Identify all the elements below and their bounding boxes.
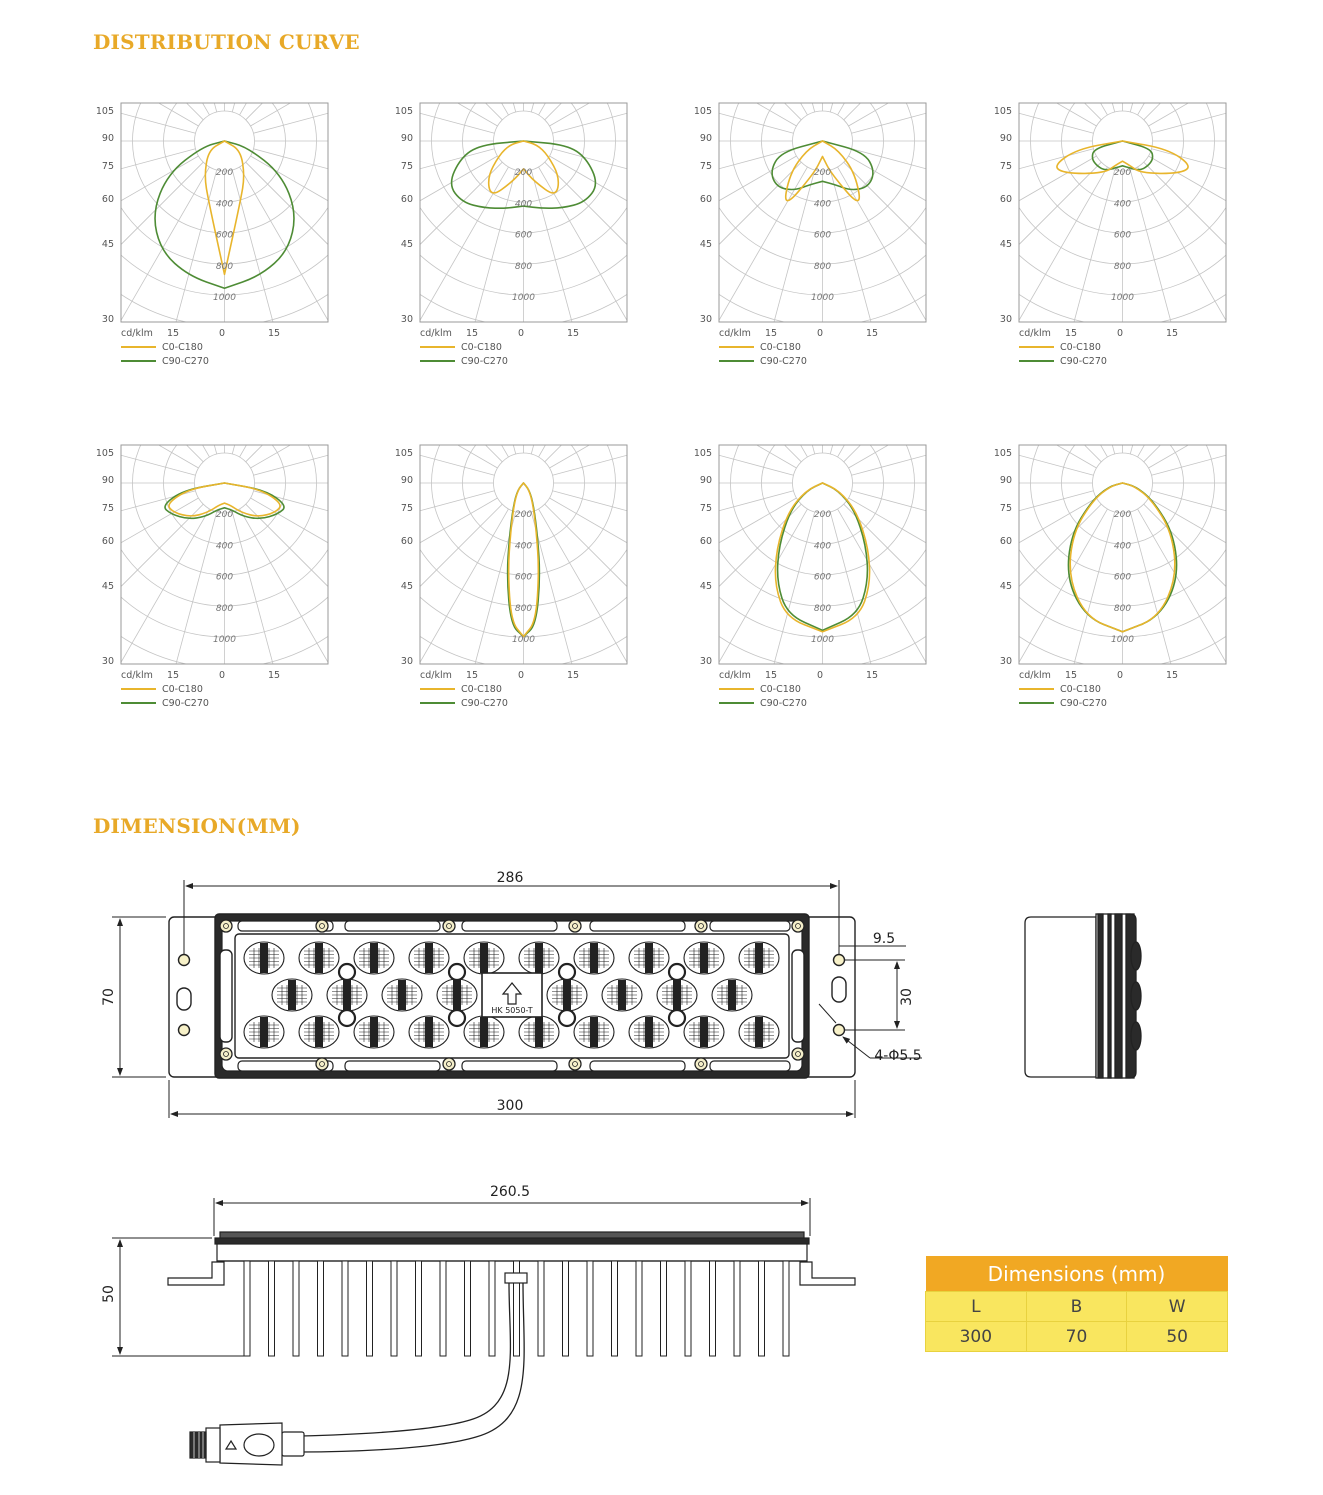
small-lens bbox=[559, 964, 575, 980]
dim-total-length: 300 bbox=[496, 1098, 524, 1114]
dimension-drawings bbox=[0, 840, 1323, 1495]
legend-label: C90-C270 bbox=[1060, 698, 1107, 709]
fin bbox=[489, 1261, 495, 1356]
screw bbox=[792, 920, 804, 932]
angle-label: 105 bbox=[993, 448, 1012, 459]
fin bbox=[734, 1261, 740, 1356]
edge-strip bbox=[590, 1061, 685, 1071]
dimensions-table-title: Dimensions (mm) bbox=[926, 1256, 1228, 1292]
angle-label: 105 bbox=[993, 106, 1012, 117]
dim-top-length: 286 bbox=[496, 870, 524, 886]
screw bbox=[316, 920, 328, 932]
radial-label: 400 bbox=[215, 199, 234, 210]
angle-label: 75 bbox=[400, 161, 413, 172]
legend-label: C0-C180 bbox=[1060, 684, 1101, 695]
small-lens bbox=[669, 1010, 685, 1026]
bottom-angle-label: 15 bbox=[1165, 670, 1179, 681]
radial-label: 800 bbox=[813, 261, 832, 272]
radial-label: 600 bbox=[813, 230, 832, 241]
angle-label: 60 bbox=[400, 536, 413, 547]
bottom-angle-label: 0 bbox=[1116, 670, 1124, 681]
legend-label: C0-C180 bbox=[1060, 342, 1101, 353]
radial-label: 600 bbox=[813, 572, 832, 583]
led-lens bbox=[574, 942, 614, 974]
bottom-angle-label: 15 bbox=[465, 328, 479, 339]
radial-label: 600 bbox=[514, 572, 533, 583]
angle-label: 45 bbox=[101, 239, 114, 250]
dim-side-height: 50 bbox=[101, 1285, 117, 1303]
dim-hole-offset: 9.5 bbox=[872, 931, 896, 947]
unit-label: cd/klm bbox=[1019, 670, 1051, 681]
angle-label: 45 bbox=[699, 239, 712, 250]
bottom-angle-label: 0 bbox=[517, 328, 525, 339]
angle-label: 90 bbox=[101, 133, 114, 144]
polar-chart-5 bbox=[0, 83, 625, 760]
angle-label: 75 bbox=[400, 503, 413, 514]
dimensions-table bbox=[925, 1256, 1228, 1352]
radial-label: 400 bbox=[813, 541, 832, 552]
bottom-angle-label: 0 bbox=[1116, 328, 1124, 339]
fin bbox=[318, 1261, 324, 1356]
screw bbox=[695, 920, 707, 932]
radial-label: 400 bbox=[1113, 199, 1132, 210]
angle-label: 75 bbox=[101, 503, 114, 514]
screw bbox=[220, 920, 232, 932]
radial-label: 600 bbox=[1113, 572, 1132, 583]
radial-label: 800 bbox=[215, 261, 234, 272]
screw bbox=[316, 1058, 328, 1070]
angle-label: 45 bbox=[999, 581, 1012, 592]
radial-label: 800 bbox=[1113, 261, 1132, 272]
radial-label: 1000 bbox=[1111, 293, 1134, 304]
small-lens bbox=[339, 964, 355, 980]
angle-label: 30 bbox=[101, 656, 114, 667]
angle-label: 105 bbox=[693, 448, 712, 459]
board-marking bbox=[482, 973, 542, 1017]
bottom-angle-label: 15 bbox=[764, 670, 778, 681]
small-lens bbox=[449, 1010, 465, 1026]
bottom-angle-label: 0 bbox=[218, 670, 226, 681]
led-lens bbox=[354, 942, 394, 974]
angle-label: 60 bbox=[101, 536, 114, 547]
bottom-angle-label: 15 bbox=[1064, 670, 1078, 681]
fin bbox=[342, 1261, 348, 1356]
angle-label: 90 bbox=[400, 475, 413, 486]
angle-label: 45 bbox=[400, 581, 413, 592]
led-lens bbox=[629, 1016, 669, 1048]
radial-label: 600 bbox=[514, 230, 533, 241]
angle-label: 75 bbox=[999, 503, 1012, 514]
screw bbox=[569, 1058, 581, 1070]
bottom-angle-label: 0 bbox=[816, 328, 824, 339]
fin bbox=[269, 1261, 275, 1356]
fin bbox=[244, 1261, 250, 1356]
dimensions-value-w: 50 bbox=[1127, 1322, 1228, 1352]
radial-label: 600 bbox=[1113, 230, 1132, 241]
side-strip-right bbox=[792, 950, 804, 1042]
led-lens bbox=[739, 1016, 779, 1048]
bottom-angle-label: 15 bbox=[1165, 328, 1179, 339]
fin bbox=[636, 1261, 642, 1356]
radial-label: 1000 bbox=[1111, 635, 1134, 646]
legend-label: C90-C270 bbox=[760, 698, 807, 709]
angle-label: 30 bbox=[999, 314, 1012, 325]
angle-label: 45 bbox=[999, 239, 1012, 250]
angle-label: 90 bbox=[400, 133, 413, 144]
led-lens bbox=[712, 979, 752, 1011]
radial-label: 400 bbox=[215, 541, 234, 552]
board-label: HK 5050-T bbox=[491, 1006, 533, 1015]
angle-label: 90 bbox=[699, 475, 712, 486]
radial-label: 800 bbox=[1113, 603, 1132, 614]
radial-label: 1000 bbox=[213, 635, 236, 646]
unit-label: cd/klm bbox=[420, 670, 452, 681]
radial-label: 200 bbox=[215, 168, 234, 178]
legend-label: C0-C180 bbox=[760, 684, 801, 695]
small-lens bbox=[669, 964, 685, 980]
edge-strip bbox=[345, 921, 440, 931]
angle-label: 60 bbox=[699, 194, 712, 205]
fin bbox=[710, 1261, 716, 1356]
angle-label: 30 bbox=[400, 314, 413, 325]
dimensions-header-b: B bbox=[1026, 1292, 1127, 1322]
angle-label: 105 bbox=[693, 106, 712, 117]
dimensions-header-l: L bbox=[926, 1292, 1027, 1322]
led-lens bbox=[519, 942, 559, 974]
led-lens bbox=[602, 979, 642, 1011]
fin bbox=[661, 1261, 667, 1356]
bottom-angle-label: 15 bbox=[865, 328, 879, 339]
radial-label: 1000 bbox=[512, 293, 535, 304]
edge-strip bbox=[710, 921, 790, 931]
fin bbox=[783, 1261, 789, 1356]
led-lens bbox=[272, 979, 312, 1011]
dim-side-length: 260.5 bbox=[489, 1184, 531, 1200]
led-lens bbox=[629, 942, 669, 974]
screw bbox=[220, 1048, 232, 1060]
angle-label: 90 bbox=[999, 133, 1012, 144]
angle-label: 105 bbox=[394, 448, 413, 459]
edge-strip bbox=[590, 921, 685, 931]
angle-label: 75 bbox=[699, 161, 712, 172]
unit-label: cd/klm bbox=[121, 328, 153, 339]
angle-label: 30 bbox=[400, 656, 413, 667]
led-lens bbox=[464, 942, 504, 974]
screw bbox=[443, 920, 455, 932]
legend-label: C90-C270 bbox=[162, 356, 209, 367]
angle-label: 60 bbox=[999, 194, 1012, 205]
dim-holes: 4-Φ5.5 bbox=[874, 1048, 922, 1064]
bottom-angle-label: 15 bbox=[865, 670, 879, 681]
legend-label: C0-C180 bbox=[760, 342, 801, 353]
radial-label: 800 bbox=[813, 603, 832, 614]
legend-label: C90-C270 bbox=[162, 698, 209, 709]
radial-label: 200 bbox=[514, 168, 533, 178]
fin bbox=[416, 1261, 422, 1356]
radial-label: 600 bbox=[215, 572, 234, 583]
fin bbox=[587, 1261, 593, 1356]
radial-label: 800 bbox=[514, 261, 533, 272]
edge-strip bbox=[462, 1061, 557, 1071]
distribution-curve-title: DISTRIBUTION CURVE bbox=[93, 30, 360, 54]
fin bbox=[391, 1261, 397, 1356]
angle-label: 60 bbox=[400, 194, 413, 205]
radial-label: 1000 bbox=[213, 293, 236, 304]
fin bbox=[612, 1261, 618, 1356]
angle-label: 60 bbox=[699, 536, 712, 547]
end-view bbox=[1025, 914, 1141, 1078]
polar-grid bbox=[0, 83, 625, 760]
edge-strip bbox=[710, 1061, 790, 1071]
angle-label: 45 bbox=[400, 239, 413, 250]
angle-label: 105 bbox=[95, 106, 114, 117]
angle-label: 105 bbox=[394, 106, 413, 117]
bottom-angle-label: 0 bbox=[816, 670, 824, 681]
radial-label: 400 bbox=[1113, 541, 1132, 552]
fin bbox=[465, 1261, 471, 1356]
angle-label: 75 bbox=[999, 161, 1012, 172]
led-lens bbox=[519, 1016, 559, 1048]
screw bbox=[695, 1058, 707, 1070]
led-lens bbox=[354, 1016, 394, 1048]
radial-label: 1000 bbox=[811, 293, 834, 304]
legend-label: C0-C180 bbox=[162, 342, 203, 353]
radial-label: 200 bbox=[1113, 168, 1132, 178]
radial-label: 800 bbox=[215, 603, 234, 614]
led-lens bbox=[657, 979, 697, 1011]
led-lens bbox=[299, 1016, 339, 1048]
unit-label: cd/klm bbox=[719, 670, 751, 681]
led-lens bbox=[327, 979, 367, 1011]
bottom-angle-label: 15 bbox=[166, 670, 180, 681]
legend-label: C0-C180 bbox=[461, 342, 502, 353]
angle-label: 30 bbox=[699, 314, 712, 325]
bottom-angle-label: 15 bbox=[764, 328, 778, 339]
unit-label: cd/klm bbox=[420, 328, 452, 339]
screw bbox=[443, 1058, 455, 1070]
cable-and-connector bbox=[190, 1273, 527, 1465]
angle-label: 60 bbox=[101, 194, 114, 205]
led-lens bbox=[299, 942, 339, 974]
dimensions-header-w: W bbox=[1127, 1292, 1228, 1322]
side-strip-left bbox=[220, 950, 232, 1042]
led-lens bbox=[437, 979, 477, 1011]
small-lens bbox=[449, 964, 465, 980]
bottom-angle-label: 15 bbox=[166, 328, 180, 339]
bottom-angle-label: 15 bbox=[566, 328, 580, 339]
bottom-angle-label: 15 bbox=[267, 328, 281, 339]
bottom-angle-label: 15 bbox=[566, 670, 580, 681]
legend-label: C90-C270 bbox=[1060, 356, 1107, 367]
dimension-title: DIMENSION(MM) bbox=[93, 814, 301, 838]
dim-height: 70 bbox=[101, 988, 117, 1006]
angle-label: 30 bbox=[699, 656, 712, 667]
fin bbox=[685, 1261, 691, 1356]
led-lens bbox=[409, 1016, 449, 1048]
legend-label: C90-C270 bbox=[760, 356, 807, 367]
fin bbox=[759, 1261, 765, 1356]
angle-label: 75 bbox=[699, 503, 712, 514]
bottom-angle-label: 15 bbox=[267, 670, 281, 681]
led-lens bbox=[574, 1016, 614, 1048]
angle-label: 30 bbox=[101, 314, 114, 325]
angle-label: 105 bbox=[95, 448, 114, 459]
radial-label: 200 bbox=[1113, 510, 1132, 520]
fin bbox=[293, 1261, 299, 1356]
radial-label: 200 bbox=[813, 168, 832, 178]
led-lens bbox=[684, 942, 724, 974]
radial-label: 600 bbox=[215, 230, 234, 241]
angle-label: 45 bbox=[101, 581, 114, 592]
fin bbox=[538, 1261, 544, 1356]
edge-strip bbox=[462, 921, 557, 931]
legend-label: C0-C180 bbox=[162, 684, 203, 695]
led-lens bbox=[464, 1016, 504, 1048]
angle-label: 90 bbox=[101, 475, 114, 486]
radial-label: 200 bbox=[813, 510, 832, 520]
edge-strip bbox=[345, 1061, 440, 1071]
radial-label: 200 bbox=[215, 510, 234, 520]
led-lens bbox=[244, 942, 284, 974]
legend-label: C0-C180 bbox=[461, 684, 502, 695]
small-lens bbox=[339, 1010, 355, 1026]
led-lens bbox=[739, 942, 779, 974]
led-lens bbox=[244, 1016, 284, 1048]
angle-label: 90 bbox=[999, 475, 1012, 486]
unit-label: cd/klm bbox=[1019, 328, 1051, 339]
fin bbox=[367, 1261, 373, 1356]
bottom-angle-label: 0 bbox=[218, 328, 226, 339]
legend-label: C90-C270 bbox=[461, 698, 508, 709]
unit-label: cd/klm bbox=[121, 670, 153, 681]
bottom-angle-label: 0 bbox=[517, 670, 525, 681]
screw bbox=[792, 1048, 804, 1060]
screw bbox=[569, 920, 581, 932]
angle-label: 30 bbox=[999, 656, 1012, 667]
angle-label: 60 bbox=[999, 536, 1012, 547]
radial-label: 400 bbox=[813, 199, 832, 210]
radial-label: 1000 bbox=[512, 635, 535, 646]
dim-hole-spacing: 30 bbox=[899, 988, 915, 1006]
dimensions-value-l: 300 bbox=[926, 1322, 1027, 1352]
angle-label: 75 bbox=[101, 161, 114, 172]
dimensions-value-b: 70 bbox=[1026, 1322, 1127, 1352]
led-lens bbox=[382, 979, 422, 1011]
radial-label: 400 bbox=[514, 541, 533, 552]
unit-label: cd/klm bbox=[719, 328, 751, 339]
radial-label: 200 bbox=[514, 510, 533, 520]
angle-label: 45 bbox=[699, 581, 712, 592]
led-lens bbox=[409, 942, 449, 974]
bottom-angle-label: 15 bbox=[1064, 328, 1078, 339]
fin bbox=[563, 1261, 569, 1356]
led-lens bbox=[547, 979, 587, 1011]
legend-label: C90-C270 bbox=[461, 356, 508, 367]
radial-label: 800 bbox=[514, 603, 533, 614]
radial-label: 400 bbox=[514, 199, 533, 210]
led-lens bbox=[684, 1016, 724, 1048]
angle-label: 90 bbox=[699, 133, 712, 144]
small-lens bbox=[559, 1010, 575, 1026]
radial-label: 1000 bbox=[811, 635, 834, 646]
fin bbox=[440, 1261, 446, 1356]
bottom-angle-label: 15 bbox=[465, 670, 479, 681]
